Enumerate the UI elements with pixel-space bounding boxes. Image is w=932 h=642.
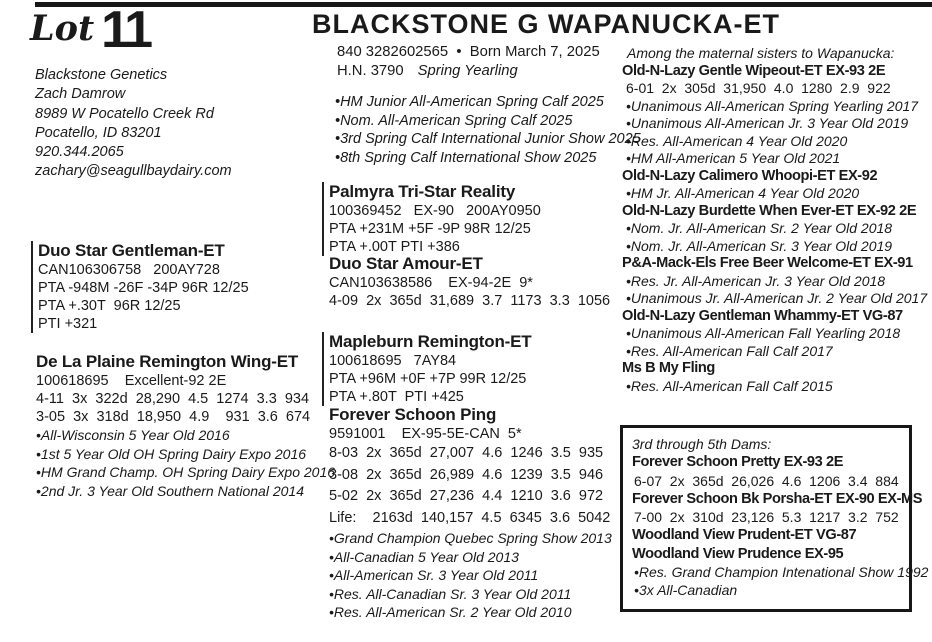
- lactation-record: 6-07 2x 365d 26,026 4.6 1206 3.4 884: [634, 472, 899, 489]
- animal-awards-list: [335, 93, 641, 167]
- pedigree-data-line: PTA +96M +0F +7P 99R 12/25: [329, 371, 527, 387]
- award-item: • Grand Champion Quebec Spring Show 2013: [329, 529, 612, 548]
- award-item: • 8th Spring Calf International Show 2025: [335, 149, 641, 168]
- award-item: • 2nd Jr. 3 Year Old Southern National 2014: [36, 482, 335, 501]
- sister-name: Old-N-Lazy Burdette When Ever-ET EX-92 2E: [622, 202, 917, 219]
- lactation-record: 6-01 2x 305d 31,950 4.0 1280 2.9 922: [626, 80, 891, 96]
- pedigree-data-line: CAN103638586 EX-94-2E 9*: [329, 275, 533, 291]
- lifetime-record: Life: 2163d 140,157 4.5 6345 3.6 5042: [329, 509, 611, 526]
- sister-name: Old-N-Lazy Gentle Wipeout-ET EX-93 2E: [622, 62, 886, 79]
- sister-name: Old-N-Lazy Calimero Whoopi-ET EX-92: [622, 167, 878, 184]
- section-heading: 3rd through 5th Dams:: [632, 436, 772, 452]
- pedigree-data-line: 100618695 Excellent-92 2E: [36, 373, 227, 389]
- pedigree-data-line: 100369452 EX-90 200AY0950: [329, 203, 541, 219]
- award-item: • Unanimous All-American Jr. 3 Year Old 2019: [622, 115, 927, 133]
- consignor-street: 8989 W Pocatello Creek Rd: [35, 105, 214, 122]
- award-item: • Res. All-American Sr. 2 Year Old 2010: [329, 603, 612, 622]
- top-rule-divider: [35, 2, 932, 7]
- dams-box: [620, 425, 929, 612]
- pedigree-name: Forever Schoon Ping: [329, 405, 497, 424]
- lactation-record: 4-09 2x 365d 31,689 3.7 1173 3.3 1056: [329, 293, 611, 309]
- award-item: • HM Grand Champ. OH Spring Dairy Expo 2016: [36, 463, 335, 482]
- lactation-record: 8-03 2x 365d 27,007 4.6 1246 3.5 935: [329, 445, 604, 461]
- consignor-city: Pocatello, ID 83201: [35, 124, 162, 141]
- lactation-record: 4-11 3x 322d 28,290 4.5 1274 3.3 934: [36, 391, 310, 407]
- sister-name: Ms B My Fling: [622, 360, 715, 376]
- pedigree-name: Mapleburn Remington-ET: [329, 332, 532, 351]
- registration-line: 840 3282602565 • Born March 7, 2025: [337, 44, 600, 60]
- pedigree-data-line: PTA +.00T PTI +386: [329, 239, 460, 255]
- award-item: • Res. All-Canadian Sr. 3 Year Old 2011: [329, 585, 612, 604]
- pedigree-block-dam: [329, 254, 610, 310]
- pedigree-block-dam: [36, 352, 335, 500]
- pedigree-block-sire: [322, 182, 541, 256]
- consignor-phone: 920.344.2065: [35, 144, 124, 161]
- pedigree-name: Palmyra Tri-Star Reality: [329, 182, 516, 201]
- pedigree-block-dam: [329, 405, 612, 622]
- dam-name: Woodland View Prudence EX-95: [632, 545, 844, 562]
- award-item: • Res. All-American Fall Calf 2017: [622, 343, 927, 361]
- award-item: • 3rd Spring Calf International Junior Show 2025: [335, 130, 641, 149]
- sister-name: Old-N-Lazy Gentleman Whammy-ET VG-87: [622, 307, 903, 324]
- consignor-name: Blackstone Genetics: [35, 67, 168, 83]
- page-title: BLACKSTONE G WAPANUCKA-ET: [312, 9, 780, 39]
- lactation-record: 3-05 3x 318d 18,950 4.9 931 3.6 674: [36, 409, 311, 425]
- herd-number-line: [337, 63, 518, 79]
- pedigree-block-sire: [322, 332, 531, 406]
- dam-name: Forever Schoon Bk Porsha-ET EX-90 EX-MS: [632, 490, 923, 507]
- lot-number: 11: [101, 1, 151, 59]
- pedigree-name: De La Plaine Remington Wing-ET: [36, 352, 299, 371]
- pedigree-data-line: PTA +.80T PTI +425: [329, 389, 464, 405]
- herd-number: H.N. 3790: [337, 63, 404, 79]
- award-item: • Unanimous All-American Spring Yearling 2017: [622, 98, 927, 116]
- award-item: • All-American Sr. 3 Year Old 2011: [329, 566, 612, 585]
- sister-name: P&A-Mack-Els Free Beer Welcome-ET EX-91: [622, 255, 913, 271]
- pedigree-data-line: PTA +231M +5F -9P 98R 12/25: [329, 221, 531, 237]
- pedigree-data-line: 9591001 EX-95-5E-CAN 5*: [329, 426, 522, 442]
- pedigree-data-line: 100618695 7AY84: [329, 353, 457, 369]
- pedigree-name: Duo Star Gentleman-ET: [38, 241, 225, 260]
- award-item: • HM All-American 5 Year Old 2021: [622, 150, 927, 168]
- consignor-block: [35, 66, 232, 182]
- lot-block: [30, 1, 151, 59]
- award-item: • Nom. All-American Spring Calf 2025: [335, 112, 641, 131]
- lactation-record: 3-08 2x 365d 26,989 4.6 1239 3.5 946: [329, 466, 604, 483]
- maternal-sisters-section: [622, 45, 927, 395]
- award-item: • Res. Jr. All-American Jr. 3 Year Old 2018: [622, 273, 927, 291]
- pedigree-block-sire: [31, 241, 249, 333]
- award-item: • Nom. Jr. All-American Sr. 3 Year Old 2019: [622, 238, 927, 256]
- award-item: • Nom. Jr. All-American Sr. 2 Year Old 2018: [622, 220, 927, 238]
- award-item: • Unanimous All-American Fall Yearling 2018: [622, 325, 927, 343]
- consignor-contact: Zach Damrow: [35, 86, 126, 103]
- award-item: • Res. All-American 4 Year Old 2020: [622, 133, 927, 151]
- pedigree-data-line: PTA -948M -26F -34P 96R 12/25: [38, 280, 249, 296]
- award-item: • All-Canadian 5 Year Old 2013: [329, 548, 612, 567]
- dam-name: Woodland View Prudent-ET VG-87: [632, 527, 857, 544]
- consignor-email: zachary@seagullbaydairy.com: [35, 163, 232, 180]
- award-item: • 3x All-Canadian: [632, 581, 902, 599]
- pedigree-data-line: PTI +321: [38, 316, 98, 332]
- award-item: • HM Junior All-American Spring Calf 2025: [335, 93, 641, 112]
- pedigree-name: Duo Star Amour-ET: [329, 254, 483, 273]
- award-item: • HM Jr. All-American 4 Year Old 2020: [622, 185, 927, 203]
- age-note: Spring Yearling: [417, 63, 518, 79]
- lactation-record: 5-02 2x 365d 27,236 4.4 1210 3.6 972: [329, 488, 604, 504]
- lactation-record: 7-00 2x 310d 23,126 5.3 1217 3.2 752: [634, 509, 899, 526]
- award-item: • All-Wisconsin 5 Year Old 2016: [36, 426, 335, 445]
- award-item: • Res. All-American Fall Calf 2015: [622, 378, 927, 396]
- section-heading: Among the maternal sisters to Wapanucka:: [627, 45, 895, 61]
- award-item: • 1st 5 Year Old OH Spring Dairy Expo 2016: [36, 445, 335, 464]
- dam-name: Forever Schoon Pretty EX-93 2E: [632, 454, 844, 471]
- lot-label: Lot: [30, 8, 95, 49]
- award-item: • Unanimous Jr. All-American Jr. 2 Year Old 2017: [622, 290, 927, 308]
- pedigree-data-line: CAN106306758 200AY728: [38, 262, 220, 278]
- award-item: • Res. Grand Champion Intenational Show 1992: [632, 563, 902, 581]
- pedigree-data-line: PTA +.30T 96R 12/25: [38, 298, 181, 314]
